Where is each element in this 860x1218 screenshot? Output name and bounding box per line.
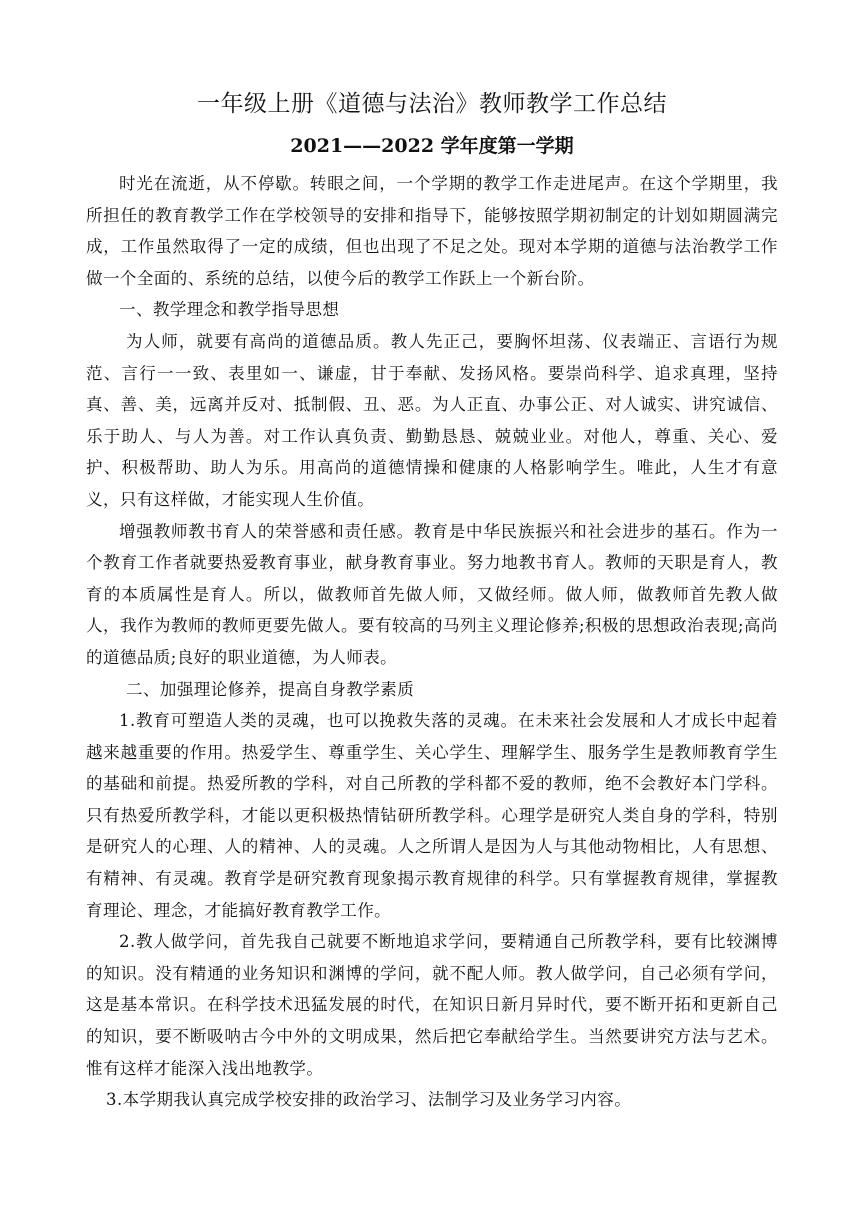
document-title: 一年级上册《道德与法治》教师教学工作总结 bbox=[197, 91, 667, 117]
body-paragraph: 2.教人做学问，首先我自己就要不断地追求学问，要精通自己所教学科，要有比较渊博的知识。没有精通的业务知识和渊博的学问，就不配人师。教人做学问，自己必须有学问，这是基本常识。在科学技术迅猛发展的时代，在知识日新月异时代，要不断开拓和更新自己的知识，要不断吸呐古今中外的文明成果，然后把它奉献给学生。当然要讲究方法与艺术。惟有这样才能深入浅出地教学。 bbox=[86, 932, 778, 1078]
body-paragraph: 为人师，就要有高尚的道德品质。教人先正己，要胸怀坦荡、仪表端正、言语行为规范、言行一一致、表里如一、谦虚，甘于奉献、发扬风格。要崇尚科学、追求真理，坚持真、善、美，远离并反对、抵制假、丑、恶。为人正直、办事公正、对人诚实、讲究诚信、乐于助人、与人为善。对工作认真负责、勤勤恳恳、兢兢业业。对他人，尊重、关心、爱护、积极帮助、助人为乐。用高尚的道德情操和健康的人格影响学生。唯此，人生才有意义，只有这样做，才能实现人生价值。 bbox=[86, 331, 778, 509]
document-page bbox=[86, 86, 778, 1116]
body-paragraph: 3.本学期我认真完成学校安排的政治学习、法制学习及业务学习内容。 bbox=[106, 1090, 632, 1110]
section-heading-2: 二、加强理论修养，提高自身教学素质 bbox=[126, 679, 415, 699]
body-paragraph: 1.教育可塑造人类的灵魂，也可以挽救失落的灵魂。在未来社会发展和人才成长中起着越来越重要的作用。热爱学生、尊重学生、关心学生、理解学生、服务学生是教师教育学生的基础和前提。热爱所教的学科，对自己所教的学科都不爱的教师，绝不会教好本门学科。只有热爱所教学科，才能以更积极热情钻研所教学科。心理学是研究人类自身的学科，特别是研究人的心理、人的精神、人的灵魂。人之所谓人是因为人与其他动物相比，人有思想、有精神、有灵魂。教育学是研究教育现象揭示教育规律的科学。只有掌握教育规律，掌握教育理论、理念，才能搞好教育教学工作。 bbox=[86, 711, 778, 920]
document-subtitle: 2021——2022 学年度第一学期 bbox=[290, 135, 574, 157]
intro-paragraph: 时光在流逝，从不停歇。转眼之间，一个学期的教学工作走进尾声。在这个学期里，我所担任的教育教学工作在学校领导的安排和指导下，能够按照学期初制定的计划如期圆满完成，工作虽然取得了一定的成绩，但也出现了不足之处。现对本学期的道德与法治教学工作做一个全面的、系统的总结，以使今后的教学工作跃上一个新台阶。 bbox=[86, 174, 778, 288]
body-paragraph: 增强教师教书育人的荣誉感和责任感。教育是中华民族振兴和社会进步的基石。作为一个教育工作者就要热爱教育事业，献身教育事业。努力地教书育人。教师的天职是育人，教育的本质属性是育人。所以，做教师首先做人师，又做经师。做人师，做教师首先教人做人，我作为教师的教师更要先做人。要有较高的马列主义理论修养;积极的思想政治表现;高尚的道德品质;良好的职业道德，为人师表。 bbox=[86, 521, 778, 667]
section-heading-1: 一、教学理念和教学指导思想 bbox=[119, 300, 340, 320]
